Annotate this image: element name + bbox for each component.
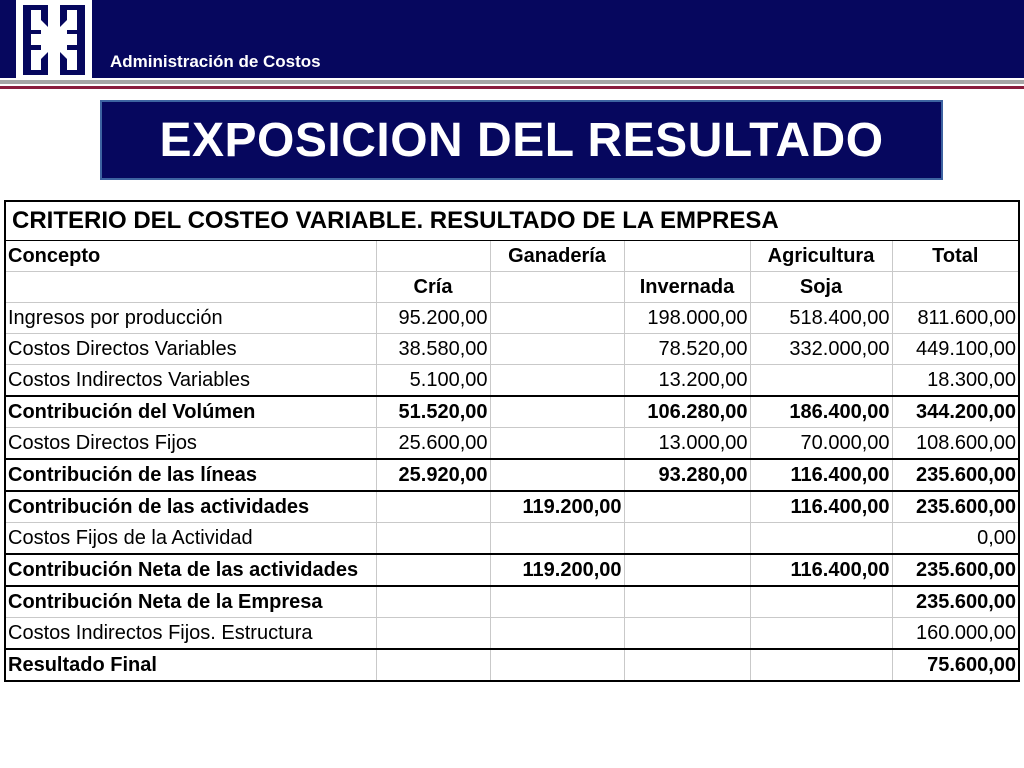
cell-ganaderia [490, 618, 624, 650]
col-header-invernada: Invernada [624, 272, 750, 303]
table-row [6, 334, 1018, 365]
cell-soja [750, 523, 892, 555]
header-empty-cell [892, 272, 1018, 303]
cell-soja: 70.000,00 [750, 428, 892, 460]
cell-ganaderia [490, 523, 624, 555]
cell-cria: 51.520,00 [376, 396, 490, 428]
cell-total: 449.100,00 [892, 334, 1018, 365]
cell-cria [376, 523, 490, 555]
cell-ganaderia [490, 334, 624, 365]
col-header-cria: Cría [376, 272, 490, 303]
table-row [6, 586, 1018, 618]
col-header-ganaderia: Ganadería [490, 241, 624, 272]
cell-cria: 38.580,00 [376, 334, 490, 365]
table-row [6, 554, 1018, 586]
header-empty-cell [376, 241, 490, 272]
cell-total: 235.600,00 [892, 491, 1018, 523]
cell-soja [750, 586, 892, 618]
header-empty-cell [6, 272, 376, 303]
row-label: Contribución de las líneas [6, 459, 376, 491]
cell-ganaderia [490, 396, 624, 428]
cell-invernada: 106.280,00 [624, 396, 750, 428]
row-label: Costos Directos Variables [6, 334, 376, 365]
cell-total: 75.600,00 [892, 649, 1018, 680]
app-title: Administración de Costos [110, 52, 321, 71]
table-row [6, 618, 1018, 650]
cell-soja: 116.400,00 [750, 554, 892, 586]
row-label: Ingresos por producción [6, 303, 376, 334]
cell-ganaderia [490, 303, 624, 334]
cell-soja: 116.400,00 [750, 491, 892, 523]
cell-invernada [624, 554, 750, 586]
row-label: Costos Indirectos Variables [6, 365, 376, 397]
cell-invernada: 78.520,00 [624, 334, 750, 365]
cell-total: 235.600,00 [892, 586, 1018, 618]
cell-cria: 5.100,00 [376, 365, 490, 397]
cell-invernada: 93.280,00 [624, 459, 750, 491]
cell-ganaderia [490, 586, 624, 618]
cell-invernada [624, 491, 750, 523]
cell-ganaderia: 119.200,00 [490, 554, 624, 586]
cell-ganaderia [490, 428, 624, 460]
col-header-soja: Soja [750, 272, 892, 303]
table-row [6, 523, 1018, 555]
cell-total: 18.300,00 [892, 365, 1018, 397]
col-header-agricultura: Agricultura [750, 241, 892, 272]
table-row [6, 428, 1018, 460]
cell-cria [376, 554, 490, 586]
cell-invernada [624, 618, 750, 650]
cell-ganaderia [490, 649, 624, 680]
row-label: Contribución Neta de las actividades [6, 554, 376, 586]
cell-invernada [624, 523, 750, 555]
table-row [6, 459, 1018, 491]
cell-total: 108.600,00 [892, 428, 1018, 460]
cell-ganaderia: 119.200,00 [490, 491, 624, 523]
table-row [6, 491, 1018, 523]
row-label: Resultado Final [6, 649, 376, 680]
cell-cria [376, 618, 490, 650]
header-bar [0, 0, 1024, 78]
cell-cria: 25.920,00 [376, 459, 490, 491]
row-label: Costos Directos Fijos [6, 428, 376, 460]
row-label: Costos Indirectos Fijos. Estructura [6, 618, 376, 650]
cell-cria: 95.200,00 [376, 303, 490, 334]
cell-soja: 332.000,00 [750, 334, 892, 365]
cell-total: 160.000,00 [892, 618, 1018, 650]
slide-title-box [100, 100, 943, 180]
cell-cria [376, 649, 490, 680]
cell-cria [376, 586, 490, 618]
results-table [4, 200, 1020, 682]
cell-ganaderia [490, 459, 624, 491]
cell-invernada: 198.000,00 [624, 303, 750, 334]
header-divider-gray [0, 80, 1024, 84]
cell-ganaderia [490, 365, 624, 397]
row-label: Contribución de las actividades [6, 491, 376, 523]
slide-title: EXPOSICION DEL RESULTADO [159, 113, 884, 167]
table-caption: CRITERIO DEL COSTEO VARIABLE. RESULTADO DE LA EMPRESA [6, 202, 1018, 241]
cell-total: 235.600,00 [892, 459, 1018, 491]
table-row [6, 365, 1018, 397]
col-header-concepto: Concepto [6, 241, 376, 272]
cell-cria [376, 491, 490, 523]
cell-cria: 25.600,00 [376, 428, 490, 460]
cell-total: 811.600,00 [892, 303, 1018, 334]
header-empty-cell [490, 272, 624, 303]
row-label: Contribución del Volúmen [6, 396, 376, 428]
cell-invernada: 13.200,00 [624, 365, 750, 397]
row-label: Costos Fijos de la Actividad [6, 523, 376, 555]
row-label: Contribución Neta de la Empresa [6, 586, 376, 618]
header-empty-cell [624, 241, 750, 272]
cell-invernada [624, 649, 750, 680]
cell-total: 235.600,00 [892, 554, 1018, 586]
cell-soja [750, 649, 892, 680]
cell-soja [750, 365, 892, 397]
cell-total: 0,00 [892, 523, 1018, 555]
cell-invernada [624, 586, 750, 618]
table-row [6, 396, 1018, 428]
cell-soja: 186.400,00 [750, 396, 892, 428]
cell-soja: 518.400,00 [750, 303, 892, 334]
table-row [6, 649, 1018, 680]
cell-soja [750, 618, 892, 650]
header-divider-accent [0, 86, 1024, 89]
cell-total: 344.200,00 [892, 396, 1018, 428]
cell-soja: 116.400,00 [750, 459, 892, 491]
col-header-total: Total [892, 241, 1018, 272]
table-row [6, 303, 1018, 334]
university-logo-icon [16, 0, 92, 78]
cell-invernada: 13.000,00 [624, 428, 750, 460]
